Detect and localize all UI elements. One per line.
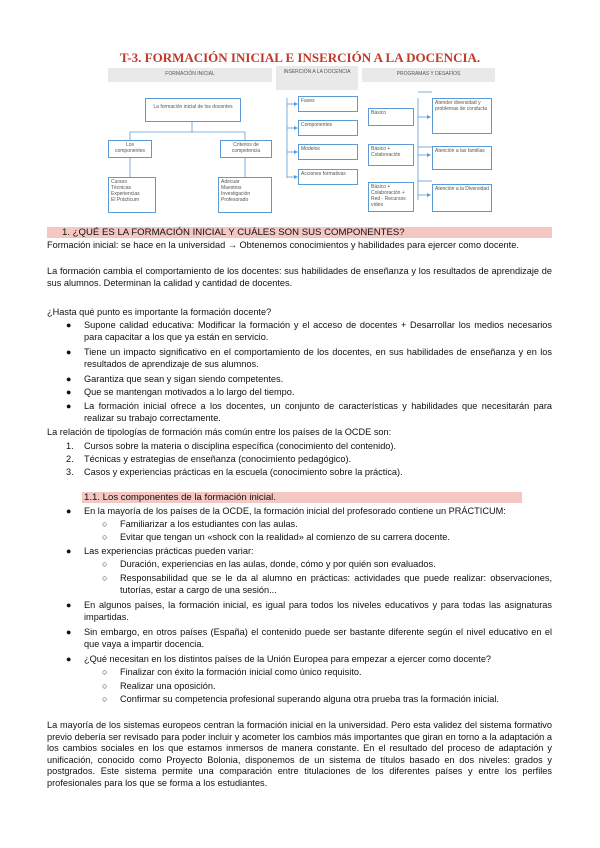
sub-bullet-icon: ○ [102,681,108,691]
sub-bullet-icon: ○ [102,694,108,704]
section-1-heading: 1. ¿QUÉ ES LA FORMACIÓN INICIAL Y CUÁLES SON SUS COMPONENTES? [62,227,405,238]
bullet-icon: ● [66,347,72,357]
sub-bullet-item: Confirmar su competencia profesional superando alguna otra prueba tras la formación inicial. [120,694,499,704]
bullet-item: ¿Qué necesitan en los distintos países de la Unión Europea para empezar a ejercer como docente? [84,654,492,664]
diagram-challenge-familias: Atención a las familias [432,146,492,170]
paragraph-formacion-cambia: La formación cambia el comportamiento de los docentes: sus habilidades de enseñanza y los resultados de aprendizaje de sus alumnos. Determinan la calidad y cantidad de docentes. [47,266,552,288]
list-number: 3. [66,467,74,477]
sub-bullet-item: Realizar una oposición. [120,681,216,691]
bullet-item: La formación inicial ofrece a los docentes, un conjunto de características y habilidades que necesitarán para realizar su trabajo correctamente. [84,401,552,423]
bullet-icon: ● [66,506,72,516]
diagram-node-criterios: Criterios de competencia [220,140,272,158]
diagram-node-componentes: Los componentes [108,140,152,158]
section-11-heading: 1.1. Los componentes de la formación inicial. [84,492,276,503]
diagram-item-fases: Fases [298,96,358,112]
list-number: 2. [66,454,74,464]
bullet-item: Supone calidad educativa: Modificar la formación y el acceso de docentes + Desarrollar los medios necesarios para capacitar a los que ya están en servicio. [84,320,552,342]
diagram-item-modelos: Modelos [298,144,358,160]
sub-bullet-icon: ○ [102,573,108,583]
diagram-program-basico: Básico [368,108,414,126]
closing-paragraph: La mayoría de los sistemas europeos centran la formación inicial en la universidad. Pero esta validez del sistema formativo previo debería ser revisado para poder incluir y acometer los cambios más importantes que giran en torno a la adaptación a los cambios sociales en los que estamos inmersos de manera constante. En el resultado del proceso de adaptación y unificación, conocido como Proyecto Bolonia, disponemos de un sistema de títulos basado en dos niveles: grados y postgrados. Este sistema permite una comparación entre titulaciones de los diferentes países y entre los perfiles profesionales para los que se forma a los estudiantes. [47,720,552,788]
diagram-challenge-diversidad: Atender diversidad y problemas de conducta [432,98,492,134]
diagram-program-red: Básico + Colaboración + Red - Recursos vídeo [368,182,414,212]
ocde-intro: La relación de tipologías de formación más común entre los países de la OCDE son: [47,427,392,437]
diagram-challenge-atencion: Atención a la Diversidad [432,184,492,212]
bullet-item: Tiene un impacto significativo en el comportamiento de los docentes, en sus habilidades de enseñanza y en los resultados de aprendizaje de sus alumnos. [84,347,552,369]
bullet-item: En la mayoría de los países de la OCDE, la formación inicial del profesorado contiene un PRÁCTICUM: [84,506,506,516]
bullet-icon: ● [66,401,72,411]
ocde-list-item: Técnicas y estrategias de enseñanza (conocimiento pedagógico). [84,454,352,464]
list-number: 1. [66,441,74,451]
diagram-item-acciones: Acciones formativas [298,169,358,185]
ocde-list-item: Casos y experiencias prácticas en la escuela (conocimiento sobre la práctica). [84,467,403,477]
paragraph-formacion-inicial: Formación inicial: se hace en la universidad → Obtenemos conocimientos y habilidades para ejercer como docente. [47,240,519,250]
diagram-program-colaboracion: Básico + Colaboración [368,144,414,166]
sub-bullet-item: Evitar que tengan un «shock con la realidad» al comienzo de su carrera docente. [120,532,450,542]
question-importancia: ¿Hasta qué punto es importante la formación docente? [47,307,272,317]
bullet-item: Que se mantengan motivados a lo largo del tiempo. [84,387,295,397]
ocde-list-item: Cursos sobre la materia o disciplina específica (conocimiento del contenido). [84,441,397,451]
diagram-connectors [0,0,600,230]
sub-bullet-icon: ○ [102,532,108,542]
bullet-item: Las experiencias prácticas pueden variar: [84,546,254,556]
page-title: T-3. FORMACIÓN INICIAL E INSERCIÓN A LA DOCENCIA. [119,50,481,65]
bullet-item: Garantiza que sean y sigan siendo competentes. [84,374,284,384]
bullet-icon: ● [66,374,72,384]
bullet-item: En algunos países, la formación inicial, es igual para todos los niveles educativos y para todas las asignaturas impartidas. [84,600,552,622]
sub-bullet-item: Familiarizar a los estudiantes con las aulas. [120,519,298,529]
diagram-leaf-componentes: Cursos Técnicas Experiencias El Prácticum [108,177,156,213]
sub-bullet-item: Duración, experiencias en las aulas, donde, cómo y por quién son evaluados. [120,559,436,569]
bullet-icon: ● [66,627,72,637]
bullet-icon: ● [66,387,72,397]
diagram-header-formacion: FORMACIÓN INICIAL [108,68,272,82]
diagram-root-node: La formación inicial de los docentes [145,98,241,122]
bullet-item: Sin embargo, en otros países (España) el contenido puede ser bastante diferente según el nivel educativo en el que vaya a impartir docencia. [84,627,552,649]
diagram-item-componentes: Componentes [298,120,358,136]
diagram-header-programas: PROGRAMAS Y DESAFÍOS [362,68,495,82]
bullet-icon: ● [66,600,72,610]
sub-bullet-icon: ○ [102,559,108,569]
sub-bullet-icon: ○ [102,667,108,677]
diagram-leaf-criterios: Adecuar Maestros Investigación Profesorado [218,177,272,213]
sub-bullet-item: Responsabilidad que se le da al alumno en prácticas: actividades que puede realizar: observaciones, tutorías, estar a cargo de una sesión... [120,573,552,595]
bullet-icon: ● [66,320,72,330]
diagram-header-insercion: INSERCIÓN A LA DOCENCIA [276,66,358,90]
bullet-icon: ● [66,546,72,556]
sub-bullet-item: Finalizar con éxito la formación inicial como único requisito. [120,667,362,677]
sub-bullet-icon: ○ [102,519,108,529]
bullet-icon: ● [66,654,72,664]
